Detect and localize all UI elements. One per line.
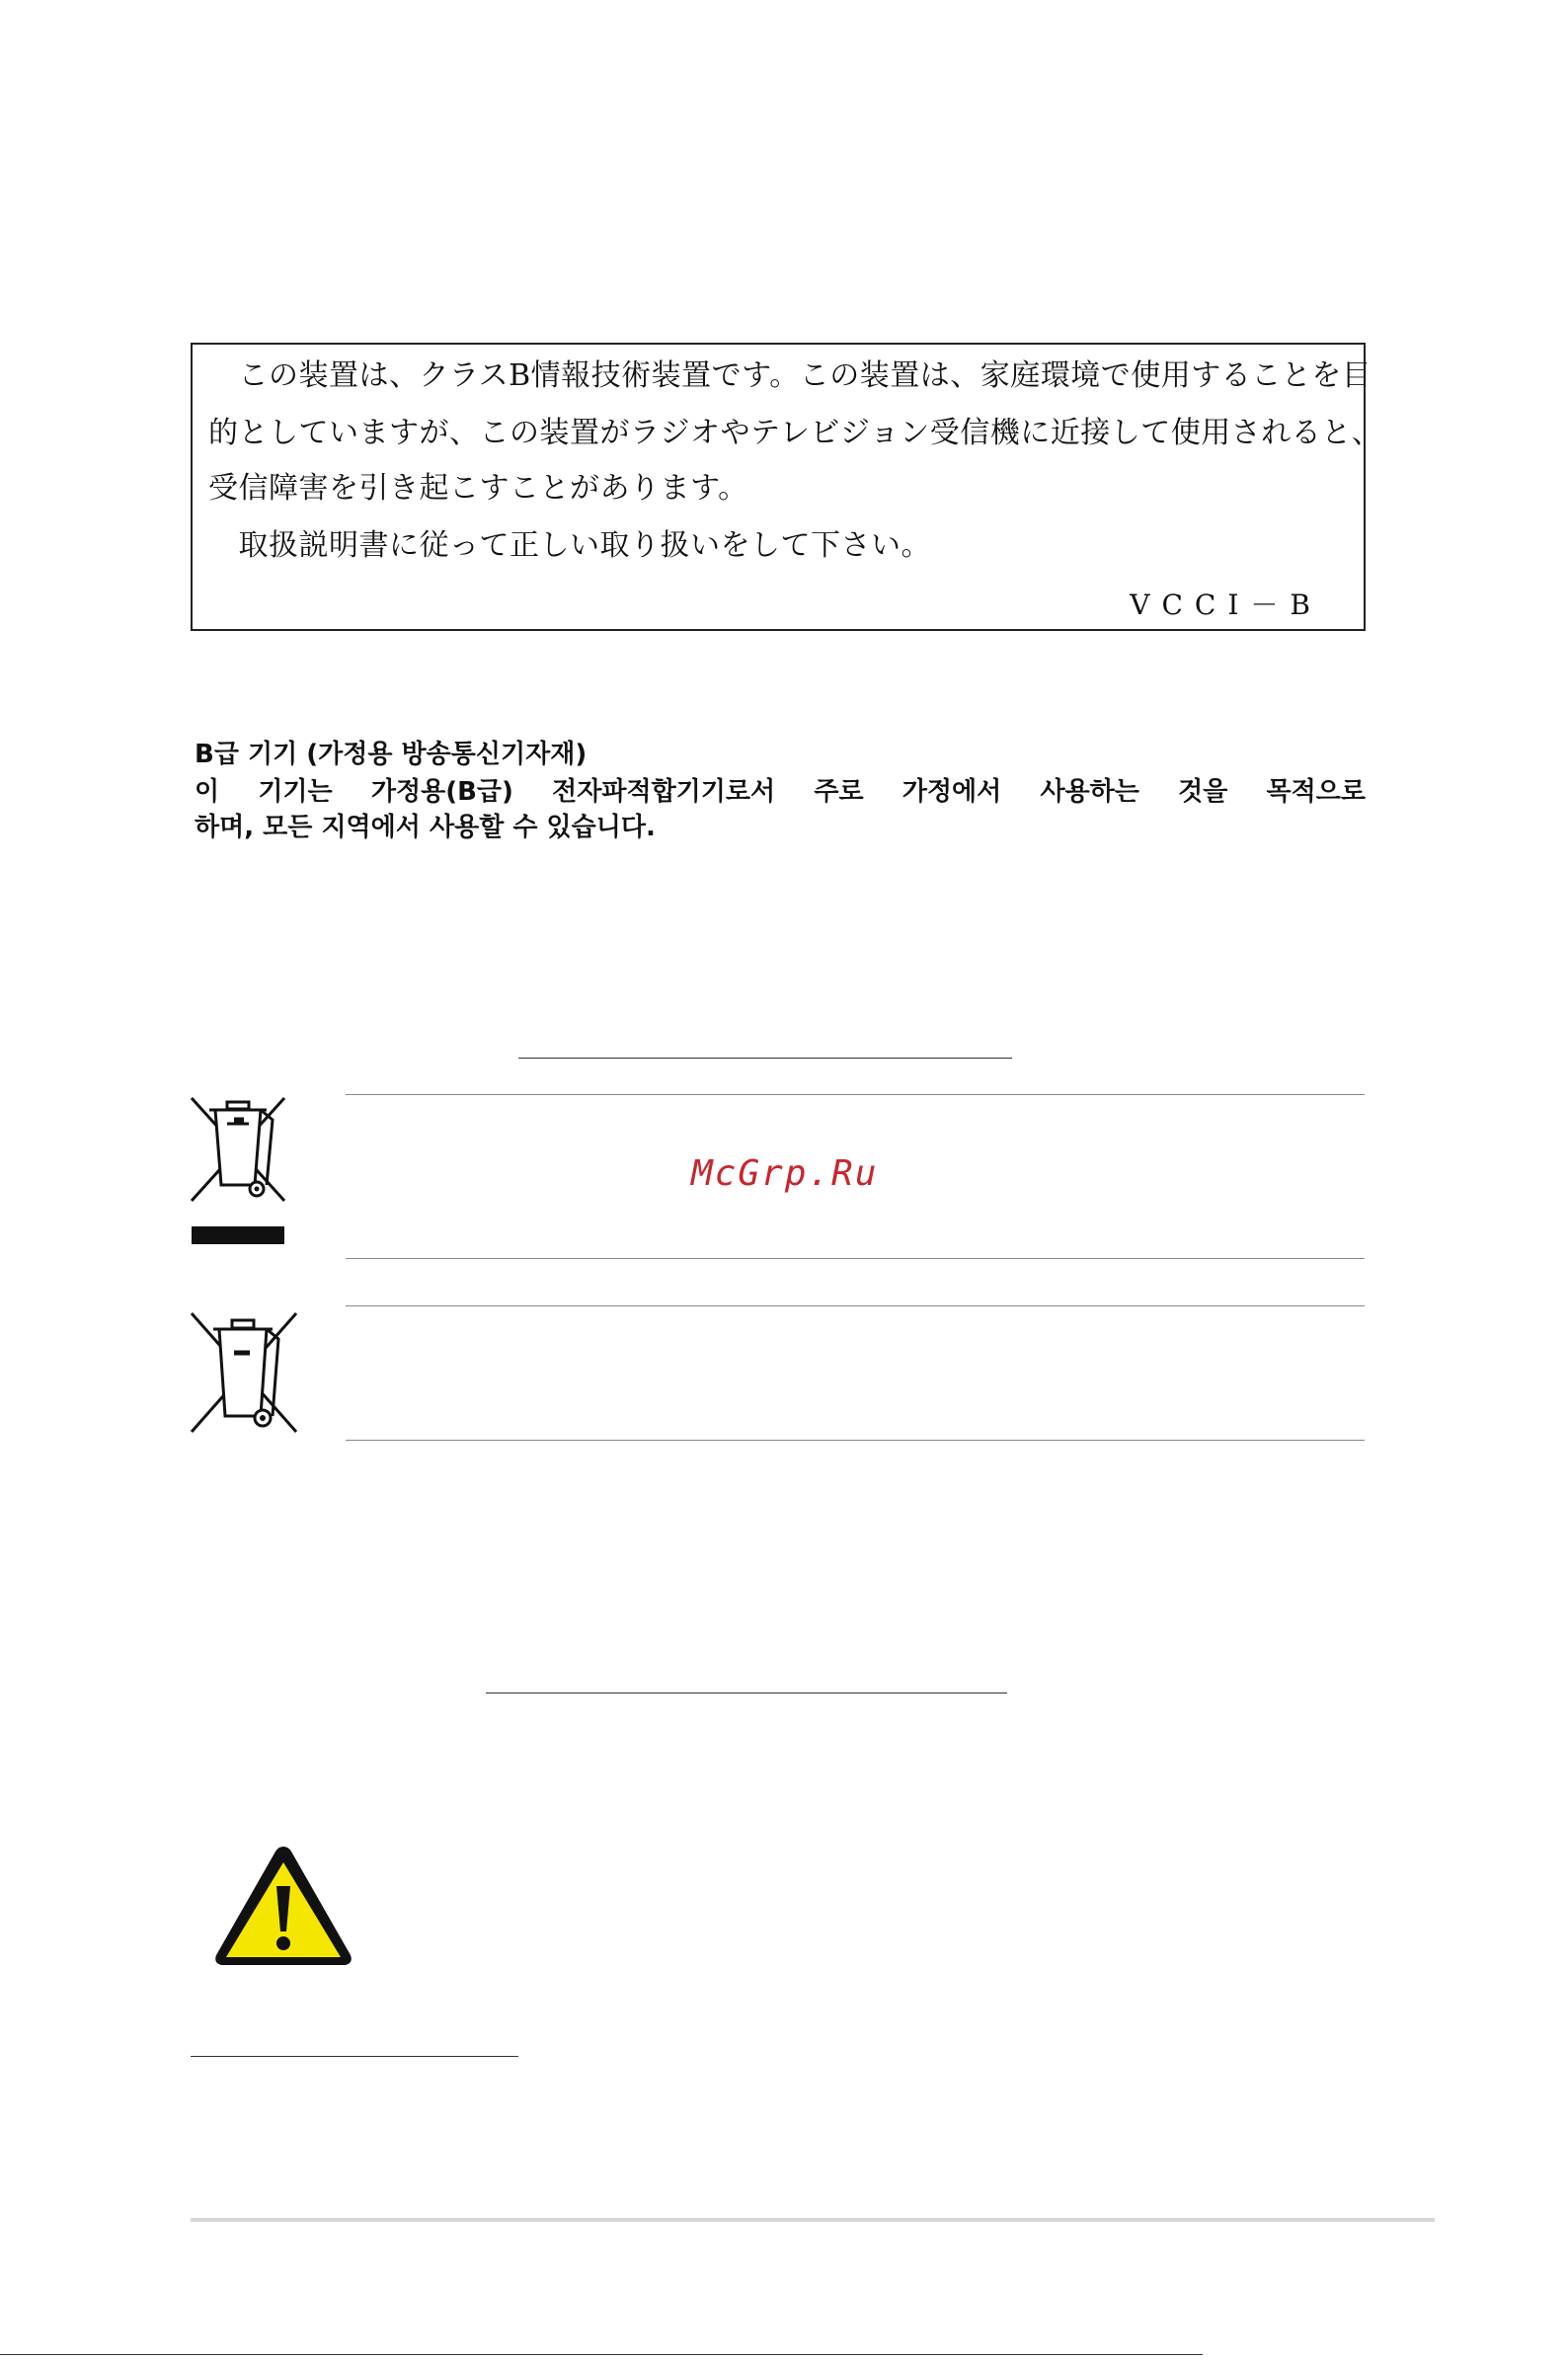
footer-rule xyxy=(191,2218,1435,2222)
footnote-rule xyxy=(191,2056,518,2057)
section-heading-rule xyxy=(518,1058,1012,1059)
weee-block-1-top-rule xyxy=(346,1094,1365,1095)
weee-bin-icon-2 xyxy=(188,1309,300,1436)
weee-bin-icon xyxy=(188,1090,288,1248)
vcci-line-3: 受信障害を引き起こすことがあります。 xyxy=(208,471,748,506)
korean-notice-line-3: 하며, 모든 지역에서 사용할 수 있습니다. xyxy=(195,813,656,842)
page-bottom-rule xyxy=(0,2354,1203,2355)
watermark-text: McGrp.Ru xyxy=(691,1153,879,1194)
weee-block-2-bottom-rule xyxy=(346,1440,1365,1441)
vcci-class-code: VCCI－B xyxy=(1130,589,1322,621)
vcci-line-2: 的としていますが、この装置がラジオやテレビジョン受信機に近接して使用されると、 xyxy=(208,416,1382,450)
vcci-line-1: この装置は、クラスB情報技術装置です。この装置は、家庭環境で使用することを目 xyxy=(208,358,1372,393)
vcci-line-4: 取扱説明書に従って正しい取り扱いをして下さい。 xyxy=(208,528,931,563)
korean-notice-title: B급 기기 (가정용 방송통신기자재) xyxy=(195,740,588,769)
korean-notice-line-2: 이 기기는 가정용(B급) 전자파적합기기로서 주로 가정에서 사용하는 것을 목적으로 xyxy=(195,777,1366,807)
weee-block-2-top-rule xyxy=(346,1305,1365,1306)
vcci-notice-box xyxy=(191,343,1382,631)
weee-block-1-bottom-rule xyxy=(346,1258,1365,1259)
warning-triangle-icon xyxy=(209,1841,357,1971)
